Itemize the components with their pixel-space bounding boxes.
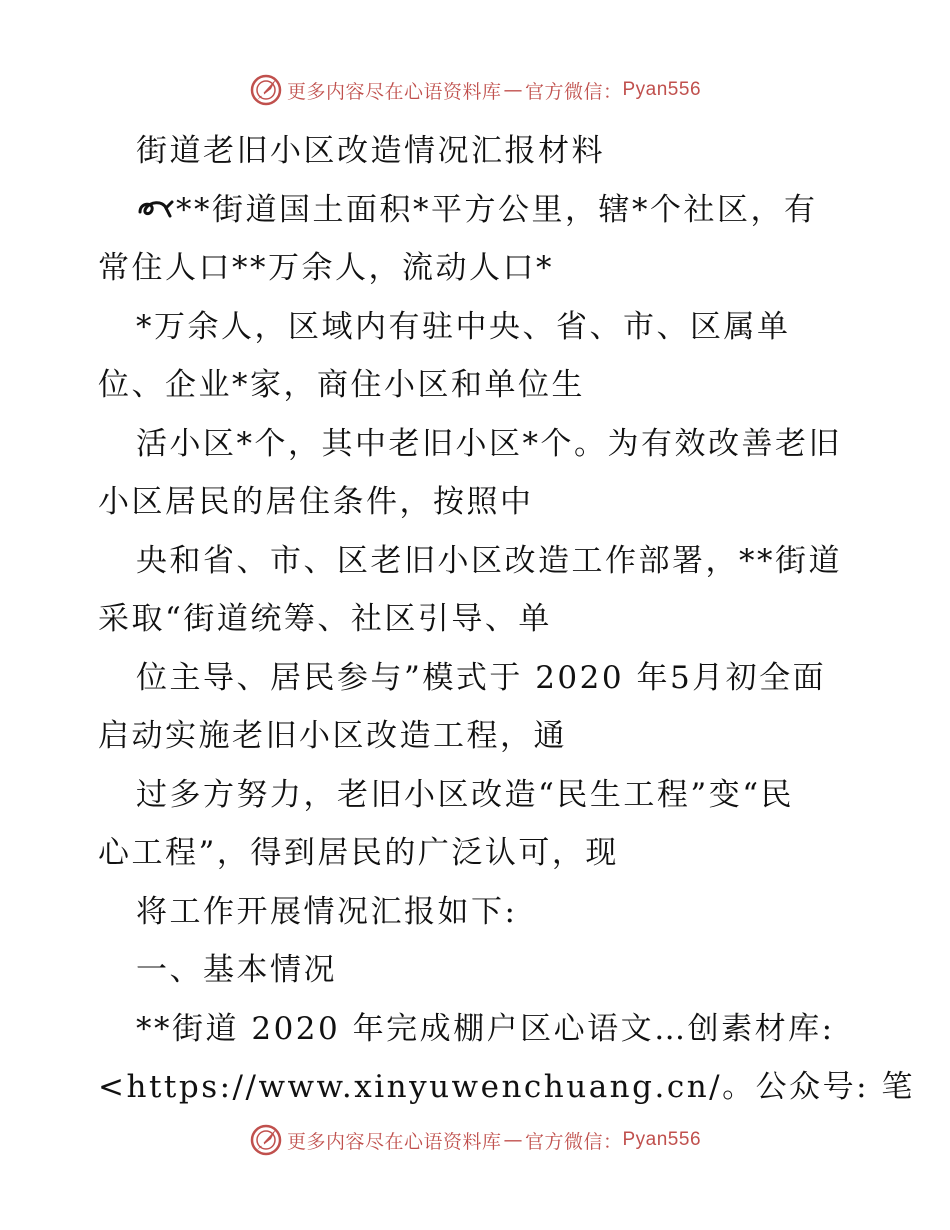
banner-wechat-id: Pyan556 — [622, 79, 702, 100]
banner-separator: — — [503, 1129, 523, 1151]
line-text: **街道国土面积*平方公里，辖*个社区，有 — [176, 191, 818, 228]
paragraph-line: 常住人口**万余人，流动人口* — [98, 250, 554, 286]
paragraph-line: 央和省、市、区老旧小区改造工作部署，**街道 — [136, 542, 842, 579]
quill-logo-icon — [249, 1123, 283, 1157]
paragraph-line: 过多方努力，老旧小区改造“民生工程”变“民 — [136, 776, 795, 813]
paragraph-line: 位、企业*家，商住小区和单位生 — [98, 367, 585, 403]
document-body — [98, 122, 915, 1117]
paragraph-line: 活小区*个，其中老旧小区*个。为有效改善老旧 — [136, 425, 842, 462]
paragraph-line: 采取“街道统筹、社区引导、单 — [98, 601, 552, 637]
paragraph-line: 启动实施老旧小区改造工程，通 — [98, 718, 567, 754]
paragraph-line: 小区居民的居住条件，按照中 — [98, 484, 534, 520]
paragraph-line: 将工作开展情况汇报如下: — [136, 893, 518, 930]
paragraph-line: 心工程”，得到居民的广泛认可，现 — [98, 835, 619, 871]
banner-text: 更多内容尽在心语资料库 — [286, 80, 502, 103]
curl-ornament-icon — [136, 194, 176, 224]
banner-separator: — — [503, 79, 523, 101]
banner-wechat-label: 官方微信： — [524, 80, 623, 103]
paragraph-line — [98, 181, 858, 240]
banner-wechat-id: Pyan556 — [622, 1129, 702, 1150]
paragraph-line: *万余人，区域内有驻中央、省、市、区属单 — [136, 308, 791, 345]
header-watermark-banner — [0, 70, 950, 110]
quill-logo-icon — [249, 73, 283, 107]
banner-text: 更多内容尽在心语资料库 — [286, 1130, 502, 1153]
paragraph-line: **街道 2020 年完成棚户区心语文…创素材库: — [136, 1010, 835, 1047]
footer-watermark-banner — [0, 1120, 950, 1160]
banner-wechat-label: 官方微信： — [524, 1130, 623, 1153]
document-title: 街道老旧小区改造情况汇报材料 — [136, 133, 605, 169]
paragraph-line: <https://www.xinyuwenchuang.cn/。公众号: 笔 — [98, 1069, 915, 1105]
section-heading: 一、基本情况 — [136, 952, 337, 988]
paragraph-line: 位主导、居民参与”模式于 2020 年5月初全面 — [136, 659, 827, 696]
